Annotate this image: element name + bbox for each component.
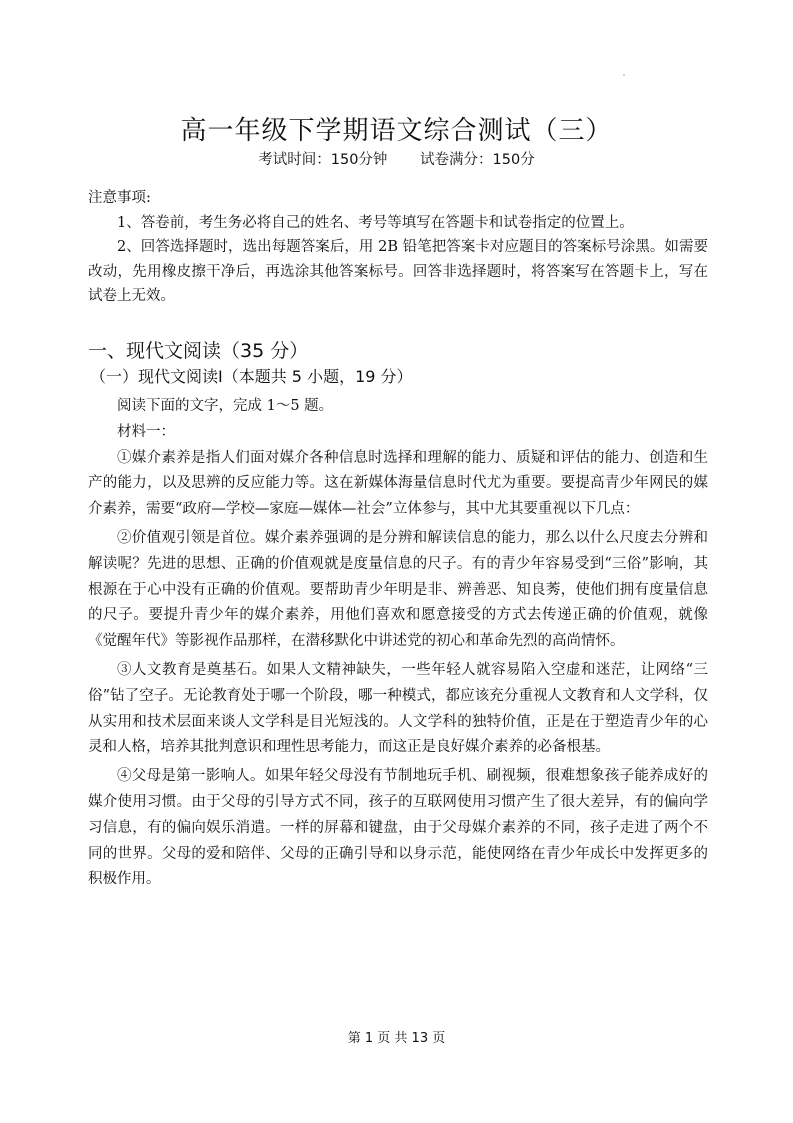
material-label: 材料一：	[117, 423, 175, 440]
subsection-heading: （一）现代文阅读Ⅰ（本题共 5 小题，19 分）	[90, 367, 413, 386]
note-item-1: 1、答卷前，考生务必将自己的姓名、考号等填写在答题卡和试卷指定的位置上。	[117, 214, 634, 231]
notes-block	[88, 186, 708, 309]
section-heading: 一、现代文阅读（35 分）	[88, 340, 309, 362]
exam-score: 试卷满分：150分	[420, 152, 535, 168]
note-item-2: 2、回答选择题时，选出每题答案后，用 2B 铅笔把答案卡对应题目的答案标号涂黑。如需要改动，先用橡皮擦干净后，再选涂其他答案标号。回答非选择题时，将答案写在答题卡上，写在试卷上无效。	[88, 239, 708, 304]
page-footer: 第 1 页 共 13 页	[347, 1031, 446, 1046]
reading-body	[88, 394, 708, 896]
paragraph-2: ②价值观引领是首位。媒介素养强调的是分辨和解读信息的能力，那么以什么尺度去分辨和解读呢？先进的思想、正确的价值观就是度量信息的尺子。有的青少年容易受到“三俗”影响，其根源在于心中没有正确的价值观。要帮助青少年明是非、辨善恶、知良莠，使他们拥有度量信息的尺子。要提升青少年的媒介素养，用他们喜欢和愿意接受的方式去传递正确的价值观，就像《觉醒年代》等影视作品那样，在潜移默化中讲述党的初心和革命先烈的高尚情怀。	[88, 529, 708, 650]
paragraph-3: ③人文教育是奠基石。如果人文精神缺失，一些年轻人就容易陷入空虚和迷茫，让网络“三俗”钻了空子。无论教育处于哪一个阶段，哪一种模式，都应该充分重视人文教育和人文学科，仅从实用和技术层面来谈人文学科是目光短浅的。人文学科的独特价值，正是在于塑造青少年的心灵和人格，培养其批判意识和理性思考能力，而这正是良好媒介素养的必备根基。	[88, 661, 708, 756]
instruction: 阅读下面的文字，完成 1～5 题。	[117, 398, 334, 414]
paragraph-1: ①媒介素养是指人们面对媒介各种信息时选择和理解的能力、质疑和评估的能力、创造和生产的能力，以及思辨的反应能力等。这在新媒体海量信息时代尤为重要。要提高青少年网民的媒介素养，需要“政府—学校—家庭—媒体—社会”立体参与，其中尤其要重视以下几点：	[88, 449, 708, 518]
paragraph-4: ④父母是第一影响人。如果年轻父母没有节制地玩手机、刷视频，很难想象孩子能养成好的媒介使用习惯。由于父母的引导方式不同，孩子的互联网使用习惯产生了很大差异，有的偏向学习信息，有的偏向娱乐消遣。一样的屏幕和键盘，由于父母媒介素养的不同，孩子走进了两个不同的世界。父母的爱和陪伴、父母的正确引导和以身示范，能使网络在青少年成长中发挥更多的积极作用。	[88, 768, 708, 888]
scan-speck	[623, 74, 625, 76]
notes-heading: 注意事项:	[88, 190, 151, 206]
exam-time: 考试时间：150分钟	[258, 152, 388, 168]
exam-meta	[0, 148, 793, 169]
page-title: 高一年级下学期语文综合测试（三）	[180, 116, 613, 147]
